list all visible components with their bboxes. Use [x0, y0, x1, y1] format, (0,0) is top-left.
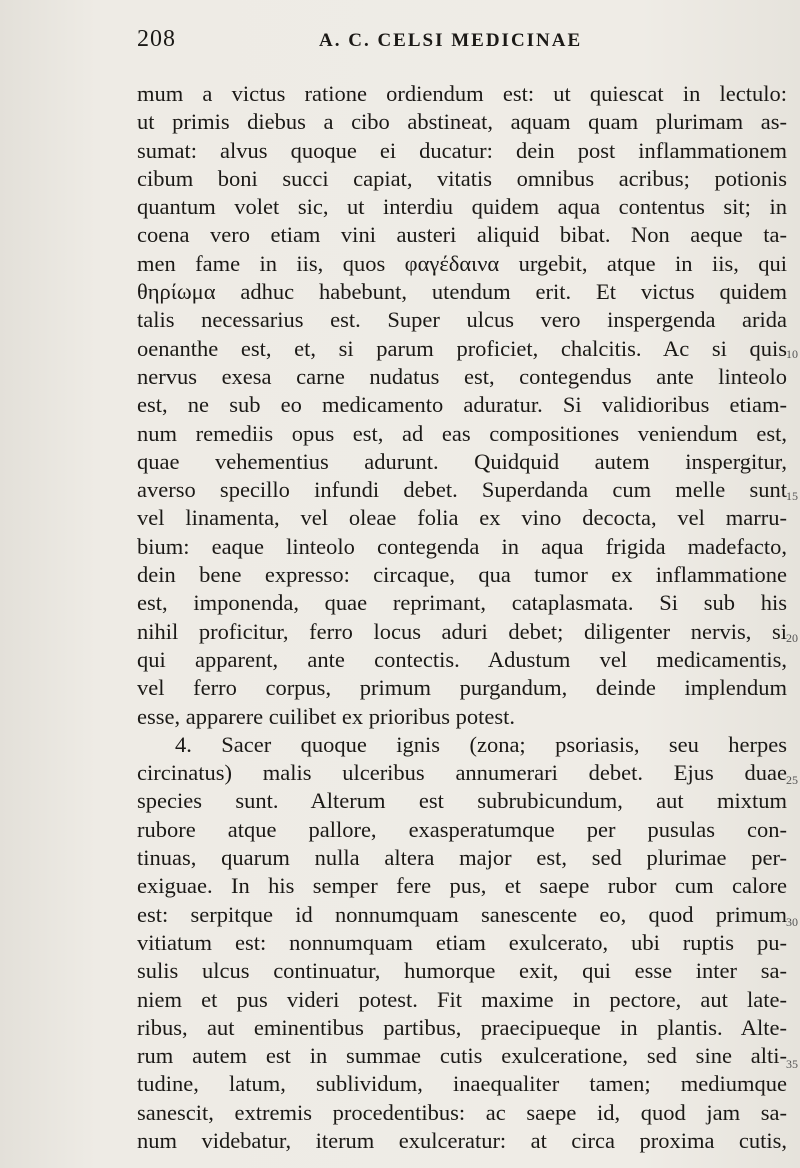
text-line: tinuas, quarum nulla altera major est, sed plurimae per- [137, 845, 787, 871]
margin-line-number: 25 [786, 773, 798, 787]
text-line: esse, apparere cuilibet ex prioribus potest. [137, 703, 515, 729]
text-line: est, ne sub eo medicamento aduratur. Si validioribus etiam- [137, 392, 787, 418]
text-line: coena vero etiam vini austeri aliquid bibat. Non aeque ta- [137, 222, 787, 248]
text-line: num videbatur, iterum exulceratur: at circa proxima cutis, [137, 1127, 787, 1153]
text-line: mum a victus ratione ordiendum est: ut quiescat in lectulo: [137, 81, 787, 106]
text-line: niem et pus videri potest. Fit maxime in pectore, aut late- [137, 986, 787, 1012]
text-line: tudine, latum, sublividum, inaequaliter tamen; mediumque [137, 1071, 787, 1097]
text-line: oenanthe est, et, si parum proficiet, chalcitis. Ac si quis [137, 335, 787, 361]
margin-line-number: 35 [786, 1057, 798, 1071]
text-line: averso specillo infundi debet. Superdanda cum melle sunt [137, 477, 787, 503]
text-line: qui apparent, ante contectis. Adustum vel medicamentis, [137, 646, 787, 672]
text-line: est: serpitque id nonnumquam sanescente eo, quod primum [137, 901, 787, 927]
margin-line-number: 15 [786, 489, 798, 503]
text-line: ribus, aut eminentibus partibus, praecipueque in plantis. Alte- [137, 1014, 787, 1040]
text-line: circinatus) malis ulceribus annumerari debet. Ejus duae [137, 760, 787, 786]
text-line: vel linamenta, vel oleae folia ex vino decocta, vel marru- [137, 505, 787, 531]
text-line: sumat: alvus quoque ei ducatur: dein post inflammationem [137, 137, 787, 163]
margin-line-number: 30 [786, 915, 798, 929]
page-number: 208 [137, 26, 176, 52]
text-line: θηρίωμα adhuc habebunt, utendum erit. Et victus quidem [137, 279, 787, 305]
text-line: vel ferro corpus, primum purgandum, deinde implendum [137, 675, 787, 701]
text-line: sanescit, extremis procedentibus: ac saepe id, quod jam sa- [137, 1099, 787, 1125]
text-line: nihil proficitur, ferro locus aduri debet; diligenter nervis, si [137, 618, 787, 644]
text-line: bium: eaque linteolo contegenda in aqua frigida madefacto, [137, 533, 787, 559]
text-line: exiguae. In his semper fere pus, et saepe rubor cum calore [137, 873, 787, 899]
body-text [137, 80, 787, 1155]
text-line: vitiatum est: nonnumquam etiam exulcerato, ubi ruptis pu- [137, 929, 787, 955]
text-line: num remediis opus est, ad eas compositiones veniendum est, [137, 420, 787, 446]
text-line: dein bene expresso: circaque, qua tumor ex inflammatione [137, 562, 787, 588]
text-line: sulis ulcus continuatur, humorque exit, qui esse inter sa- [137, 958, 787, 984]
text-line: est, imponenda, quae reprimant, cataplasmata. Si sub his [137, 590, 787, 616]
text-line: species sunt. Alterum est subrubicundum, aut mixtum [137, 788, 787, 814]
text-line: 4. Sacer quoque ignis (zona; psoriasis, seu herpes [175, 731, 787, 757]
text-line: rubore atque pallore, exasperatumque per pusulas con- [137, 816, 787, 842]
text-line: quantum volet sic, ut interdiu quidem aqua contentus sit; in [137, 194, 787, 220]
text-line: ut primis diebus a cibo abstineat, aquam quam plurimam as- [137, 109, 787, 135]
margin-line-number: 20 [786, 631, 798, 645]
page-header [137, 26, 787, 58]
text-line: nervus exesa carne nudatus est, contegendus ante linteolo [137, 363, 787, 389]
text-line: talis necessarius est. Super ulcus vero inspergenda arida [137, 307, 787, 333]
text-line: cibum boni succi capiat, vitatis omnibus acribus; potionis [137, 165, 787, 191]
text-line: quae vehementius adurunt. Quidquid autem inspergitur, [137, 448, 787, 474]
text-line: men fame in iis, quos φαγέδαινα urgebit, atque in iis, qui [137, 250, 787, 276]
margin-line-number: 10 [786, 347, 798, 361]
text-line: rum autem est in summae cutis exulceratione, sed sine alti- [137, 1043, 787, 1069]
running-head: A. C. CELSI MEDICINAE [319, 30, 583, 51]
